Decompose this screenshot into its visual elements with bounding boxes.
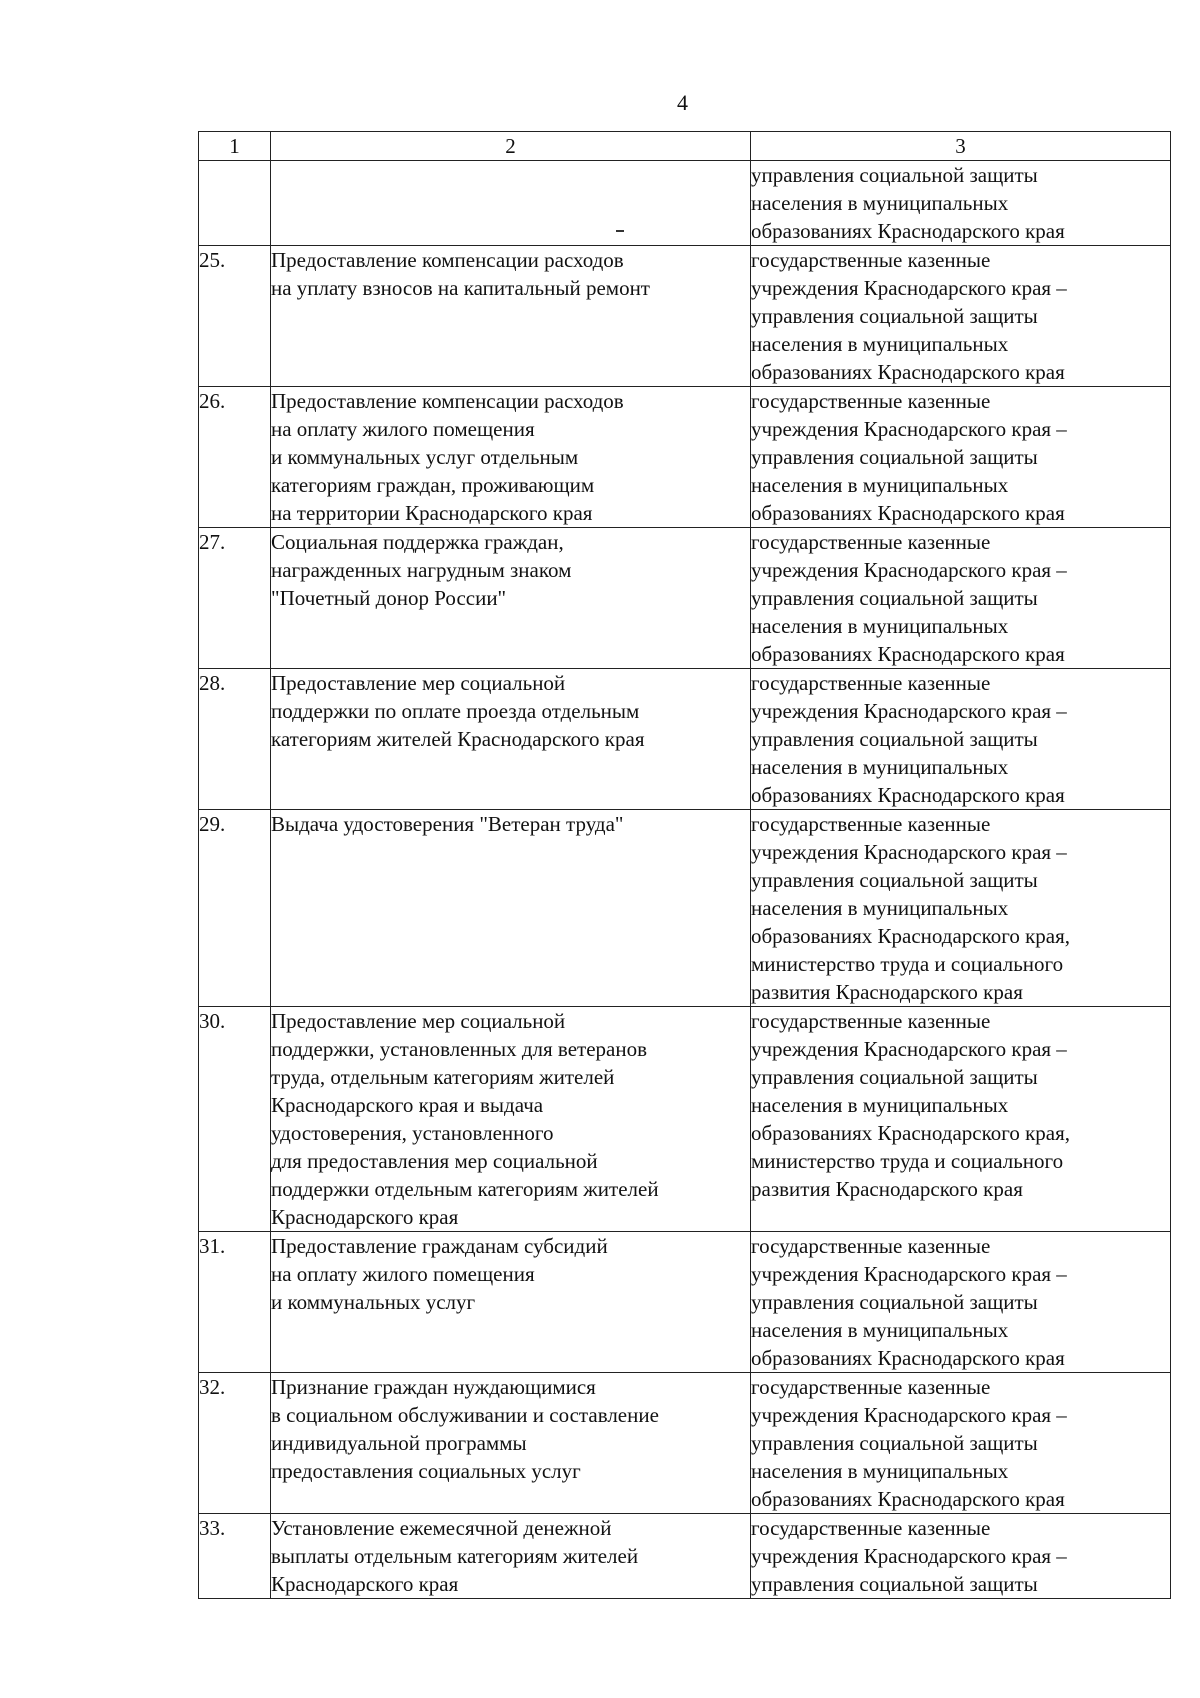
services-table <box>198 131 1171 1599</box>
service-name <box>271 161 751 246</box>
table-row <box>199 810 1171 1007</box>
header-col-1: 1 <box>199 132 271 161</box>
table-row <box>199 1373 1171 1514</box>
table-row <box>199 161 1171 246</box>
service-name: Установление ежемесячной денежной выплаты отдельным категориям жителей Краснодарского края <box>271 1514 751 1599</box>
row-number: 29. <box>199 810 271 1007</box>
service-name: Предоставление мер социальной поддержки, установленных для ветеранов труда, отдельным категориям жителей Краснодарского края и выдача удостоверения, установленного для предоставления мер социальной поддержки отдельным категориям жителей Краснодарского края <box>271 1007 751 1232</box>
responsible-organization: государственные казенные учреждения Краснодарского края – управления социальной защиты населения в муниципальных образованиях Краснодарского края <box>751 669 1171 810</box>
responsible-organization: государственные казенные учреждения Краснодарского края – управления социальной защиты населения в муниципальных образованиях Краснодарского края <box>751 528 1171 669</box>
table-row <box>199 246 1171 387</box>
responsible-organization: государственные казенные учреждения Краснодарского края – управления социальной защиты населения в муниципальных образованиях Краснодарского края <box>751 1373 1171 1514</box>
header-col-2: 2 <box>271 132 751 161</box>
row-number: 28. <box>199 669 271 810</box>
responsible-organization: государственные казенные учреждения Краснодарского края – управления социальной защиты населения в муниципальных образованиях Краснодарского края, министерство труда и социального развития Краснодарского края <box>751 1007 1171 1232</box>
row-number <box>199 161 271 246</box>
service-name: Признание граждан нуждающимися в социальном обслуживании и составление индивидуальной программы предоставления социальных услуг <box>271 1373 751 1514</box>
service-name: Предоставление компенсации расходов на оплату жилого помещения и коммунальных услуг отдельным категориям граждан, проживающим на территории Краснодарского края <box>271 387 751 528</box>
row-number: 26. <box>199 387 271 528</box>
service-name: Предоставление мер социальной поддержки по оплате проезда отдельным категориям жителей Краснодарского края <box>271 669 751 810</box>
service-name: Предоставление компенсации расходов на уплату взносов на капитальный ремонт <box>271 246 751 387</box>
table-row <box>199 1514 1171 1599</box>
service-name: Предоставление гражданам субсидий на оплату жилого помещения и коммунальных услуг <box>271 1232 751 1373</box>
responsible-organization: государственные казенные учреждения Краснодарского края – управления социальной защиты населения в муниципальных образованиях Краснодарского края <box>751 1232 1171 1373</box>
table-row <box>199 1232 1171 1373</box>
table-row <box>199 1007 1171 1232</box>
responsible-organization: государственные казенные учреждения Краснодарского края – управления социальной защиты населения в муниципальных образованиях Краснодарского края, министерство труда и социального развития Краснодарского края <box>751 810 1171 1007</box>
row-number: 33. <box>199 1514 271 1599</box>
page-number: 4 <box>677 90 688 115</box>
table-row <box>199 669 1171 810</box>
service-name: Социальная поддержка граждан, награжденных нагрудным знаком "Почетный донор России" <box>271 528 751 669</box>
row-number: 32. <box>199 1373 271 1514</box>
row-number: 25. <box>199 246 271 387</box>
row-number: 31. <box>199 1232 271 1373</box>
responsible-organization: управления социальной защиты населения в муниципальных образованиях Краснодарского края <box>751 161 1171 246</box>
responsible-organization: государственные казенные учреждения Краснодарского края – управления социальной защиты населения в муниципальных образованиях Краснодарского края <box>751 246 1171 387</box>
table-row <box>199 387 1171 528</box>
header-col-3: 3 <box>751 132 1171 161</box>
row-number: 30. <box>199 1007 271 1232</box>
responsible-organization: государственные казенные учреждения Краснодарского края – управления социальной защиты населения в муниципальных образованиях Краснодарского края <box>751 387 1171 528</box>
table-row <box>199 528 1171 669</box>
responsible-organization: государственные казенные учреждения Краснодарского края – управления социальной защиты <box>751 1514 1171 1599</box>
table-header-row <box>199 132 1171 161</box>
service-name: Выдача удостоверения "Ветеран труда" <box>271 810 751 1007</box>
row-number: 27. <box>199 528 271 669</box>
